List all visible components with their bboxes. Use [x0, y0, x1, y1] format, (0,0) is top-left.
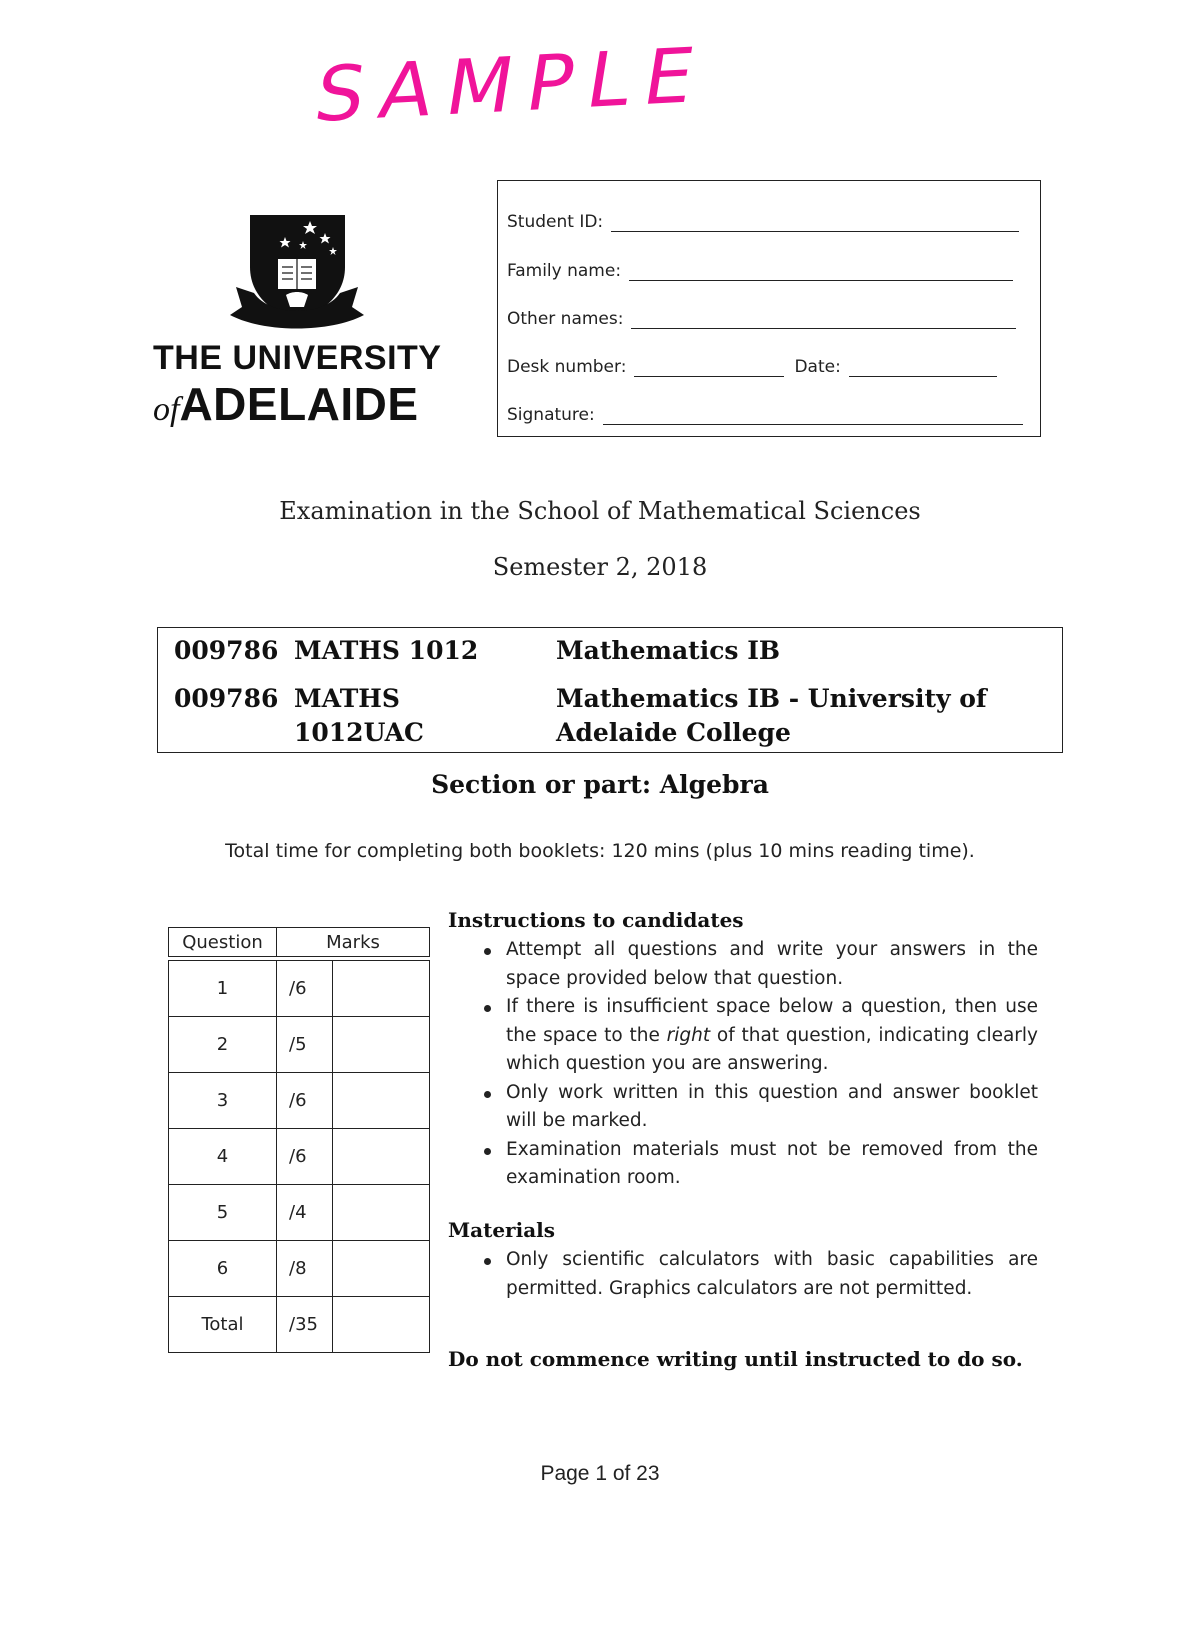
marks-entry[interactable]	[332, 1296, 430, 1353]
question-number: 3	[168, 1072, 277, 1129]
logo-text-line1: THE UNIVERSITY	[153, 339, 442, 377]
date-field[interactable]	[849, 358, 997, 377]
marks-entry[interactable]	[332, 1128, 430, 1185]
instruction-item: Examination materials must not be removed from the examination room.	[448, 1136, 1038, 1193]
signature-row	[507, 405, 1023, 425]
instruction-item: Only work written in this question and answer booklet will be marked.	[448, 1079, 1038, 1136]
desk-date-row	[507, 357, 997, 377]
family-name-field[interactable]	[629, 262, 1013, 281]
max-marks: /5	[276, 1016, 333, 1073]
max-marks: /6	[276, 960, 333, 1017]
bullet-icon	[484, 948, 491, 955]
bullet-icon	[484, 1148, 491, 1155]
semester: Semester 2, 2018	[492, 553, 708, 581]
logo-of: of	[153, 391, 180, 428]
page-number: Page 1 of 23	[540, 1462, 660, 1485]
sample-watermark: SAMPLE	[308, 29, 715, 140]
student-id-field[interactable]	[611, 213, 1019, 232]
instruction-item: Attempt all questions and write your answers in the space provided below that question.	[448, 936, 1038, 993]
marks-entry[interactable]	[332, 960, 430, 1017]
materials-heading: Materials	[448, 1218, 556, 1242]
marks-entry[interactable]	[332, 1072, 430, 1129]
logo-adelaide: ADELAIDE	[179, 378, 419, 430]
course-title: Mathematics IB	[556, 636, 781, 665]
question-number: 2	[168, 1016, 277, 1073]
marks-entry[interactable]	[332, 1016, 430, 1073]
question-number: 6	[168, 1240, 277, 1297]
course-subject: MATHS 1012UAC	[294, 684, 424, 747]
table-header-marks: Marks	[276, 927, 430, 957]
max-marks: /4	[276, 1184, 333, 1241]
student-id-label: Student ID:	[507, 212, 604, 232]
total-time-note: Total time for completing both booklets: 120 mins (plus 10 mins reading time).	[225, 840, 975, 862]
signature-label: Signature:	[507, 405, 595, 425]
other-names-field[interactable]	[631, 310, 1016, 329]
instructions-heading: Instructions to candidates	[448, 908, 744, 932]
instructions-list	[448, 936, 1038, 1193]
bullet-icon	[484, 1005, 491, 1012]
instruction-item: If there is insufficient space below a question, then use the space to the right of that question, indicating clearly which question you are answering.	[448, 993, 1038, 1079]
course-code: 009786	[174, 684, 279, 713]
exam-title: Examination in the School of Mathematical Sciences	[279, 497, 921, 525]
student-id-row	[507, 212, 1019, 232]
course-subject: MATHS 1012	[294, 636, 479, 665]
other-names-row	[507, 309, 1016, 329]
bullet-icon	[484, 1091, 491, 1098]
max-marks: /6	[276, 1072, 333, 1129]
course-code: 009786	[174, 636, 279, 665]
logo-text-line2	[153, 377, 419, 431]
max-marks: /6	[276, 1128, 333, 1185]
family-name-row	[507, 261, 1013, 281]
question-number: Total	[168, 1296, 277, 1353]
section-title: Section or part: Algebra	[431, 770, 769, 799]
course-title: Mathematics IB - University of Adelaide College	[556, 684, 987, 747]
materials-list	[448, 1246, 1038, 1303]
bullet-icon	[484, 1258, 491, 1265]
max-marks: /8	[276, 1240, 333, 1297]
materials-item: Only scientific calculators with basic capabilities are permitted. Graphics calculators are not permitted.	[448, 1246, 1038, 1303]
other-names-label: Other names:	[507, 309, 624, 329]
desk-number-field[interactable]	[634, 358, 784, 377]
question-number: 1	[168, 960, 277, 1017]
question-number: 4	[168, 1128, 277, 1185]
desk-number-label: Desk number:	[507, 357, 627, 377]
marks-entry[interactable]	[332, 1240, 430, 1297]
date-label: Date:	[794, 357, 841, 377]
max-marks: /35	[276, 1296, 333, 1353]
table-header-question: Question	[168, 927, 277, 957]
signature-field[interactable]	[603, 406, 1023, 425]
question-number: 5	[168, 1184, 277, 1241]
family-name-label: Family name:	[507, 261, 622, 281]
commence-warning: Do not commence writing until instructed to do so.	[448, 1347, 1023, 1371]
marks-entry[interactable]	[332, 1184, 430, 1241]
